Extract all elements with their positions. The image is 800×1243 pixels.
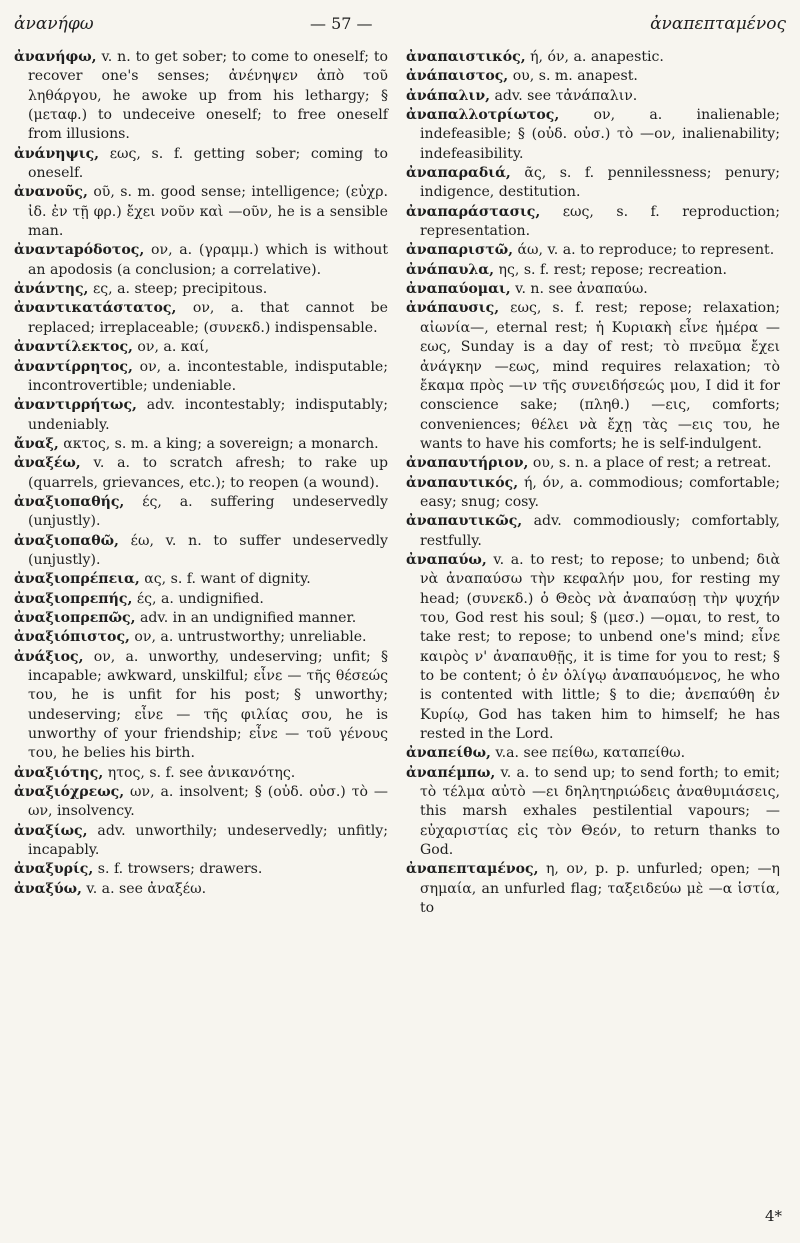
dictionary-entry bbox=[14, 241, 388, 280]
entry-headword: ἀναπαυτικῶς, bbox=[406, 513, 523, 530]
entry-headword: ἀναξιοπρεπής, bbox=[14, 590, 133, 607]
dictionary-entry bbox=[406, 87, 780, 106]
entry-definition: ές, a. undignified. bbox=[132, 590, 264, 607]
dictionary-entry bbox=[14, 48, 388, 145]
running-header bbox=[14, 10, 786, 40]
entry-definition: ή, όν, a. commodious; comfortable; easy; snug; cosy. bbox=[420, 474, 780, 510]
dictionary-entry bbox=[406, 474, 780, 513]
entry-headword: ἀναξίως, bbox=[14, 822, 88, 839]
page-number: — 57 — bbox=[310, 14, 373, 33]
dictionary-entry bbox=[14, 396, 388, 435]
entry-headword: ἀναπαράστασις, bbox=[406, 203, 541, 220]
entry-definition: ον, a. (γραμμ.) which is without an apodosis (a conclusion; a correlative). bbox=[28, 242, 388, 278]
entry-headword: ἀνάπαλιν, bbox=[406, 87, 491, 104]
dictionary-entry bbox=[406, 203, 780, 242]
entry-definition: ον, a. inalienable; indefeasible; § (οὐδ. οὐσ.) τὸ —ον, inalienability; indefeasibility. bbox=[420, 107, 780, 162]
dictionary-entry bbox=[406, 512, 780, 551]
entry-headword: ἀναξύω, bbox=[14, 880, 82, 897]
entry-definition: εως, s. f. reproduction; representation. bbox=[420, 203, 780, 240]
dictionary-entry bbox=[406, 67, 780, 86]
entry-headword: ἄναξ, bbox=[14, 435, 59, 452]
entry-definition: ή, όν, a. anapestic. bbox=[525, 49, 664, 65]
signature-mark: 4* bbox=[764, 1207, 782, 1225]
dictionary-entry bbox=[406, 280, 780, 299]
dictionary-entry bbox=[14, 783, 388, 822]
entry-headword: ἀνάπαιστος, bbox=[406, 68, 509, 85]
dictionary-entry bbox=[406, 860, 780, 918]
dictionary-entry bbox=[14, 628, 388, 647]
entry-definition: ον, a. unworthy, undeserving; unfit; § incapable; awkward, unskilful; εἶνε — τῆς θέσεώς του, he is unfit for his post; § unworthy; undeserving; εἶνε — τῆς φιλίας σου, he is unworthy of your friendship; εἶνε — τοῦ γένους του, he belies his birth. bbox=[28, 648, 388, 762]
left-guide-word: ἀνανήφω bbox=[14, 14, 94, 34]
entry-definition: v. n. see ἀναπαύω. bbox=[510, 281, 648, 298]
entry-definition: s. f. trowsers; drawers. bbox=[93, 861, 263, 878]
entry-headword: ἀναντιρρήτως, bbox=[14, 397, 137, 414]
dictionary-entry bbox=[406, 744, 780, 763]
entry-headword: ἀναξιόχρεως, bbox=[14, 784, 125, 801]
dictionary-entry bbox=[14, 880, 388, 899]
entry-definition: ακτος, s. m. a king; a sovereign; a monarch. bbox=[58, 435, 379, 452]
dictionary-entry bbox=[14, 609, 388, 628]
dictionary-entry bbox=[14, 338, 388, 357]
entry-headword: ἀναπαιστικός, bbox=[406, 49, 526, 65]
entry-definition: ου, s. m. anapest. bbox=[508, 68, 638, 85]
dictionary-entry bbox=[406, 241, 780, 260]
entry-definition: adv. see τἀνάπαλιν. bbox=[490, 87, 638, 104]
entry-definition: adv. unworthily; undeservedly; unfitly; incapably. bbox=[28, 822, 388, 859]
entry-headword: ἀναπαραδιά, bbox=[406, 165, 511, 182]
entry-definition: ητος, s. f. see ἀνικανότης. bbox=[103, 764, 296, 781]
right-guide-word: ἀναπεπταμένος bbox=[650, 14, 786, 34]
entry-definition: v. n. to get sober; to come to oneself; to recover one's senses; ἀνένηψεν ἀπὸ τοῦ ληθάργου, he awoke up from his lethargy; § (μεταφ.) to undeceive oneself; to free oneself from illusions. bbox=[28, 49, 388, 143]
entry-headword: ἀναπείθω, bbox=[406, 745, 491, 762]
entry-headword: ἀνανήφω, bbox=[14, 49, 97, 65]
dictionary-entry bbox=[14, 493, 388, 532]
entry-definition: ον, a. that cannot be replaced; irreplaceable; (συνεκδ.) indispensable. bbox=[28, 300, 388, 336]
entry-definition: v. a. to send up; to send forth; to emit; τὸ τέλμα αὐτὸ —ει δηλητηριώδεις ἀναθυμιάσεις, this marsh exhales pestilential vapours; — εὐχαριστίας εἰς τὸν Θεόν, to return thanks to God. bbox=[420, 764, 780, 859]
dictionary-entry bbox=[14, 280, 388, 299]
dictionary-entry bbox=[406, 261, 780, 280]
dictionary-entry bbox=[14, 648, 388, 764]
entry-headword: ἀναντικατάστατος, bbox=[14, 300, 177, 317]
dictionary-entry bbox=[14, 764, 388, 783]
dictionary-entry bbox=[14, 435, 388, 454]
entry-headword: ἀναπαύω, bbox=[406, 551, 487, 568]
entry-definition: εως, s. f. rest; repose; relaxation; αἰωνία—, eternal rest; ἡ Κυριακὴ εἶνε ἡμέρα —εως, Sunday is a day of rest; τὸ πνεῦμα ἔχει ἀνάγκην —εως, mind requires relaxation; τὸ ἔκαμα πρὸς —ιν τῆς συνειδήσεώς μου, I did it for conscience sake; (πληθ.) —εις, comforts; conveniences; θέλει νὰ ἔχῃ τὰς —εις του, he wants to have his comforts; he is self-indulgent. bbox=[420, 300, 780, 452]
entry-definition: ον, a. untrustworthy; unreliable. bbox=[129, 629, 367, 646]
entry-headword: ἀναξυρίς, bbox=[14, 861, 94, 878]
entry-headword: ἀναπαριστῶ, bbox=[406, 242, 514, 259]
entry-headword: ἀναπαυτικός, bbox=[406, 474, 519, 491]
dictionary-entry bbox=[14, 145, 388, 184]
entry-definition: ον, a. incontestable, indisputable; incontrovertible; undeniable. bbox=[28, 358, 388, 394]
dictionary-entry bbox=[14, 822, 388, 861]
dictionary-entry bbox=[406, 48, 780, 67]
entry-headword: ἀνανοῦς, bbox=[14, 184, 88, 201]
entry-definition: έω, v. n. to suffer undeservedly (unjustly). bbox=[28, 532, 388, 568]
entry-headword: ἀναξιοπαθῶ, bbox=[14, 532, 119, 549]
dictionary-entry bbox=[406, 164, 780, 203]
dictionary-entry bbox=[14, 454, 388, 493]
entry-definition: ές, a. suffering undeservedly (unjustly). bbox=[28, 493, 388, 530]
dictionary-entry bbox=[14, 299, 388, 338]
dictionary-entry bbox=[14, 590, 388, 609]
entry-definition: v. a. see ἀναξέω. bbox=[81, 880, 207, 897]
entry-definition: adv. incontestably; indisputably; undeniably. bbox=[28, 397, 388, 433]
entry-headword: ἀναπαύομαι, bbox=[406, 281, 511, 298]
entry-headword: ἀνάνηψις, bbox=[14, 145, 100, 162]
entry-definition: v. a. to scratch afresh; to rake up (quarrels, grievances, etc.); to reopen (a wound). bbox=[28, 455, 388, 491]
entry-headword: ἀνάπαυσις, bbox=[406, 300, 500, 317]
entry-definition: ᾶς, s. f. pennilessness; penury; indigence, destitution. bbox=[420, 165, 780, 201]
entry-definition: ων, a. insolvent; § (οὐδ. οὐσ.) τὸ —ων, insolvency. bbox=[28, 784, 388, 820]
entry-headword: ἀνάπαυλα, bbox=[406, 261, 495, 278]
dictionary-entry bbox=[14, 358, 388, 397]
entry-headword: ἀνάντης, bbox=[14, 281, 89, 298]
dictionary-entry bbox=[14, 183, 388, 241]
dictionary-entry bbox=[406, 551, 780, 744]
entry-headword: ἀναπέμπω, bbox=[406, 764, 496, 781]
entry-headword: ἀναντίλεκτος, bbox=[14, 339, 133, 356]
dictionary-entry bbox=[406, 454, 780, 473]
entry-definition: ας, s. f. want of dignity. bbox=[139, 571, 311, 588]
entry-definition: ης, s. f. rest; repose; recreation. bbox=[494, 261, 727, 278]
entry-definition: v.a. see πείθω, καταπείθω. bbox=[490, 745, 686, 762]
entry-definition: v. a. to rest; to repose; to unbend; διὰ νὰ ἀναπαύσω τὴν κεφαλήν μου, for resting my head; (συνεκδ.) ὁ Θεὸς νὰ ἀναπαύσῃ τὴν ψυχήν του, God rest his soul; § (μεσ.) —ομαι, to rest, to take rest; to repose; to unbend one's mind; εἶνε καιρὸς ν' ἀναπαυθῇς, it is time for you to rest; § to be content; ὁ ἐν ὀλίγῳ ἀναπαυόμενος, he who is contented with little; § to die; ἀνεπαύθη ἐν Κυρίῳ, God has taken him to himself; he has rested in the Lord. bbox=[420, 551, 780, 743]
entry-headword: ἀνάξιος, bbox=[14, 648, 84, 665]
entry-headword: ἀναπαλλοτρίωτος, bbox=[406, 107, 560, 124]
entry-headword: ἀναξιοπρεπῶς, bbox=[14, 609, 136, 626]
left-column bbox=[14, 48, 388, 899]
entry-headword: ἀναντapόδοτος, bbox=[14, 242, 145, 259]
entry-headword: ἀναξιόπιστος, bbox=[14, 629, 130, 646]
entry-definition: οῦ, s. m. good sense; intelligence; (εὐχρ. ἰδ. ἐν τῇ φρ.) ἔχει νοῦν καὶ —οῦν, he is a sensible man. bbox=[28, 184, 388, 240]
entry-definition: άω, v. a. to reproduce; to represent. bbox=[513, 242, 775, 259]
entry-headword: ἀναπεπταμένος, bbox=[406, 861, 539, 878]
dictionary-entry bbox=[14, 532, 388, 571]
entry-headword: ἀναξιοπαθής, bbox=[14, 493, 125, 510]
entry-headword: ἀναντίρρητος, bbox=[14, 358, 133, 375]
entry-definition: adv. commodiously; comfortably, restfully. bbox=[420, 513, 780, 549]
entry-definition: ες, a. steep; precipitous. bbox=[88, 281, 268, 298]
entry-definition: ον, a. καί, bbox=[132, 339, 210, 356]
entry-headword: ἀναξέω, bbox=[14, 455, 81, 472]
dictionary-entry bbox=[406, 299, 780, 454]
right-column bbox=[406, 48, 780, 918]
entry-definition: η, ον, p. p. unfurled; open; —η σημαία, an unfurled flag; ταξειδεύω μὲ —α ἱστία, to bbox=[420, 861, 780, 917]
dictionary-entry bbox=[14, 570, 388, 589]
entry-headword: ἀναξιοπρέπεια, bbox=[14, 571, 140, 588]
entry-definition: ου, s. n. a place of rest; a retreat. bbox=[528, 455, 772, 472]
entry-headword: ἀναξιότης, bbox=[14, 764, 104, 781]
dictionary-entry bbox=[406, 106, 780, 164]
dictionary-entry bbox=[14, 860, 388, 879]
entry-headword: ἀναπαυτήριον, bbox=[406, 455, 529, 472]
dictionary-entry bbox=[406, 764, 780, 861]
entry-definition: adv. in an undignified manner. bbox=[135, 609, 357, 626]
entry-definition: εως, s. f. getting sober; coming to oneself. bbox=[28, 145, 388, 182]
